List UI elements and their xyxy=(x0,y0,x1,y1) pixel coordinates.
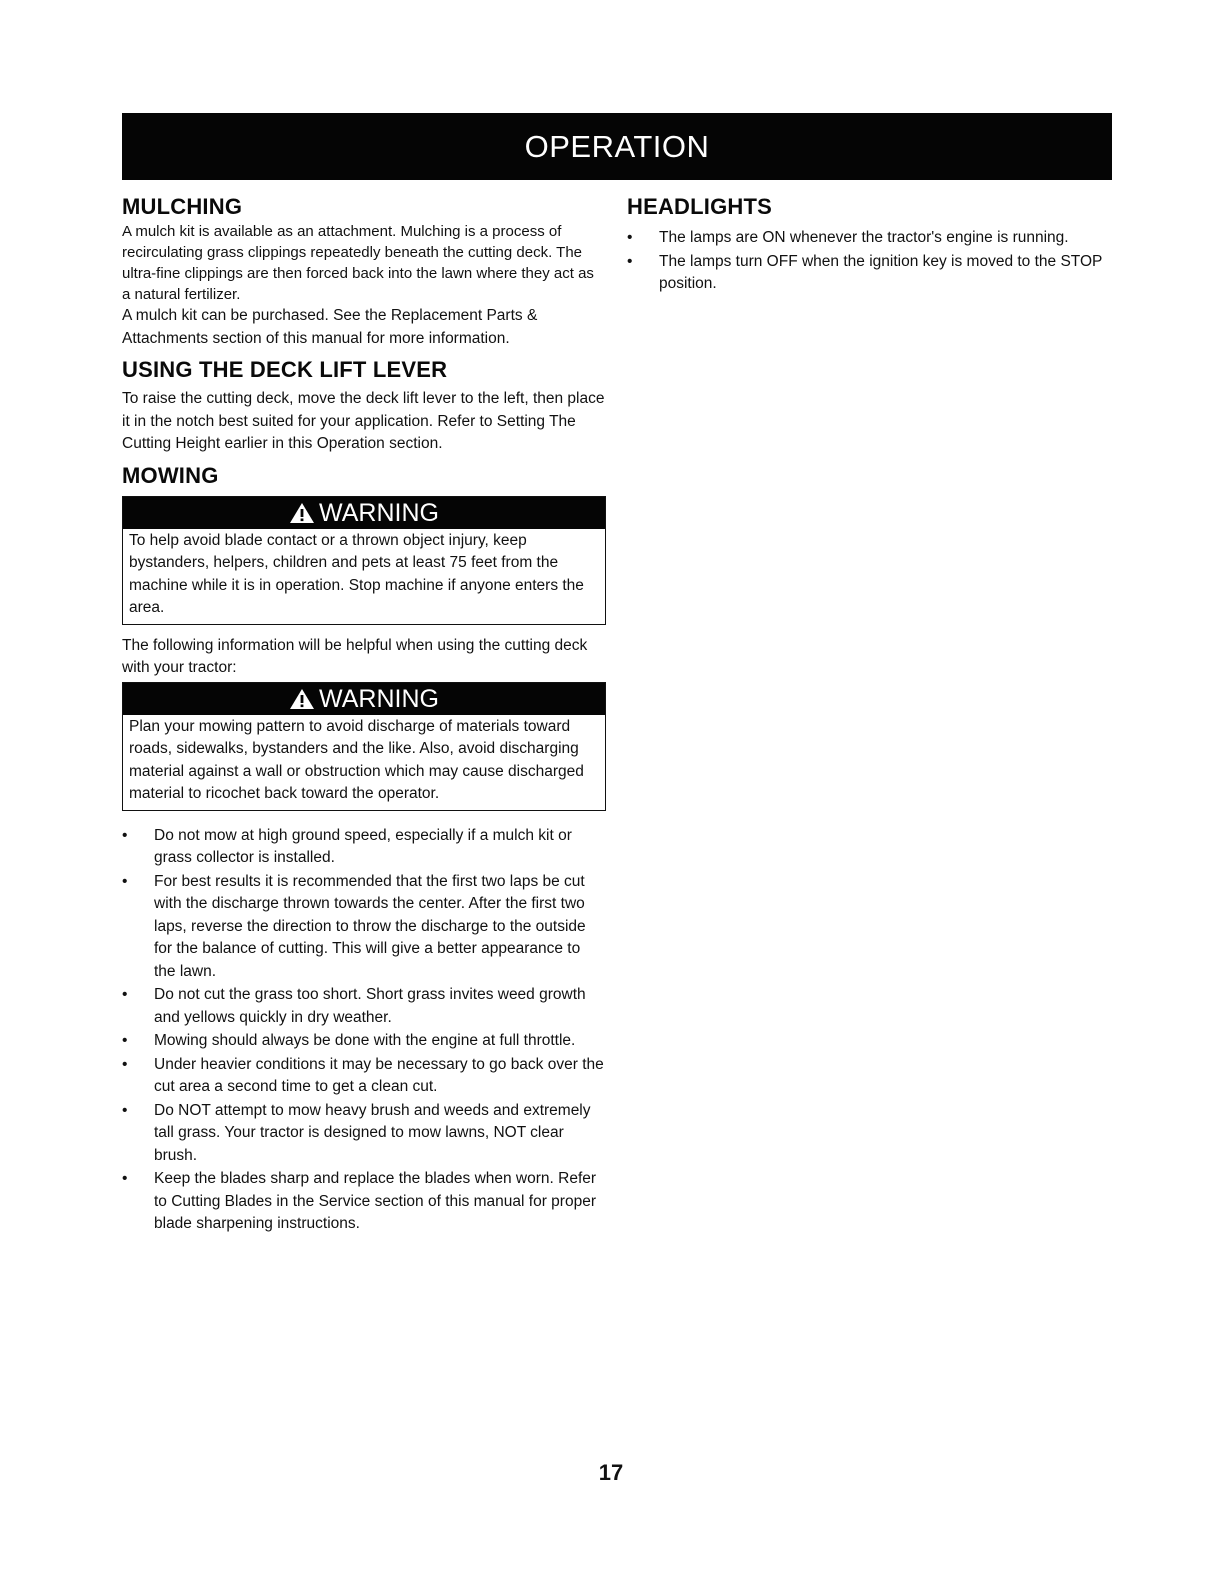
warning-header-2 xyxy=(123,683,605,715)
page-header-bar xyxy=(122,113,1112,180)
bullet-icon: • xyxy=(122,986,128,1003)
warning-label-2: WARNING xyxy=(319,684,439,713)
warning-text-2: Plan your mowing pattern to avoid discharge of materials toward roads, sidewalks, bystanders and the like. Also, avoid discharging material against a wall or obstruction which may cause discharged material to ricochet back toward the operator. xyxy=(129,717,584,802)
right-column xyxy=(627,193,1112,297)
warning-box-2 xyxy=(122,682,606,811)
list-item: • Keep the blades sharp and replace the blades when worn. Refer to Cutting Blades in the Service section of this manual for proper blade sharpening instructions. xyxy=(122,1170,597,1232)
warning-label-1: WARNING xyxy=(319,498,439,527)
mowing-bullet-list xyxy=(122,825,606,1236)
mulching-paragraph-1: A mulch kit is available as an attachment. Mulching is a process of recirculating grass clippings repeatedly beneath the cutting deck. The ultra-fine clippings are then forced back into the lawn where they act as a natural fertilizer. xyxy=(122,223,594,303)
mowing-heading: MOWING xyxy=(122,462,219,488)
list-item: • Do not mow at high ground speed, especially if a mulch kit or grass collector is installed. xyxy=(122,826,572,866)
bullet-icon: • xyxy=(627,252,633,270)
warning-triangle-icon xyxy=(289,688,315,710)
bullet-icon: • xyxy=(122,1170,128,1187)
mulching-paragraph-2: A mulch kit can be purchased. See the Replacement Parts & Attachments section of this manual for more information. xyxy=(122,307,538,347)
bullet-icon: • xyxy=(627,229,633,246)
list-item: • Do not cut the grass too short. Short grass invites weed growth and yellows quickly in dry weather. xyxy=(122,986,586,1026)
list-item: • Mowing should always be done with the engine at full throttle. xyxy=(122,1030,606,1053)
mowing-intro: The following information will be helpful when using the cutting deck with your tractor: xyxy=(122,636,588,676)
headlights-bullet-list xyxy=(627,227,1112,296)
warning-box-1 xyxy=(122,496,606,625)
bullet-icon: • xyxy=(122,1055,128,1073)
warning-triangle-icon xyxy=(289,502,315,524)
deck-lift-heading: USING THE DECK LIFT LEVER xyxy=(122,357,448,382)
list-item: • For best results it is recommended that the first two laps be cut with the discharge thrown towards the center. After the first two laps, reverse the direction to throw the discharge to the outside for the balance of cutting. This will give a better appearance to the lawn. xyxy=(122,872,586,980)
bullet-icon: • xyxy=(122,1032,128,1049)
page-title: OPERATION xyxy=(524,129,710,164)
bullet-icon: • xyxy=(122,872,128,890)
warning-header-1 xyxy=(123,497,605,529)
warning-text-1: To help avoid blade contact or a thrown object injury, keep bystanders, helpers, children and pets at least 75 feet from the machine while it is in operation. Stop machine if anyone enters the area. xyxy=(129,531,584,616)
bullet-icon: • xyxy=(122,1101,128,1119)
left-column xyxy=(122,193,606,1237)
bullet-icon: • xyxy=(122,826,128,844)
list-item: • Do NOT attempt to mow heavy brush and weeds and extremely tall grass. Your tractor is designed to mow lawns, NOT clear brush. xyxy=(122,1101,591,1164)
list-item: • Under heavier conditions it may be necessary to go back over the cut area a second time to get a clean cut. xyxy=(122,1055,604,1095)
mulching-heading: MULCHING xyxy=(122,194,243,219)
list-item: • The lamps turn OFF when the ignition key is moved to the STOP position. xyxy=(627,252,1103,292)
page-number: 17 xyxy=(598,1460,624,1485)
headlights-heading: HEADLIGHTS xyxy=(627,194,772,219)
deck-lift-paragraph: To raise the cutting deck, move the deck lift lever to the left, then place it in the notch best suited for your application. Refer to Setting The Cutting Height earlier in this Operation section. xyxy=(122,390,605,452)
list-item: • The lamps are ON whenever the tractor's engine is running. xyxy=(627,227,1112,250)
